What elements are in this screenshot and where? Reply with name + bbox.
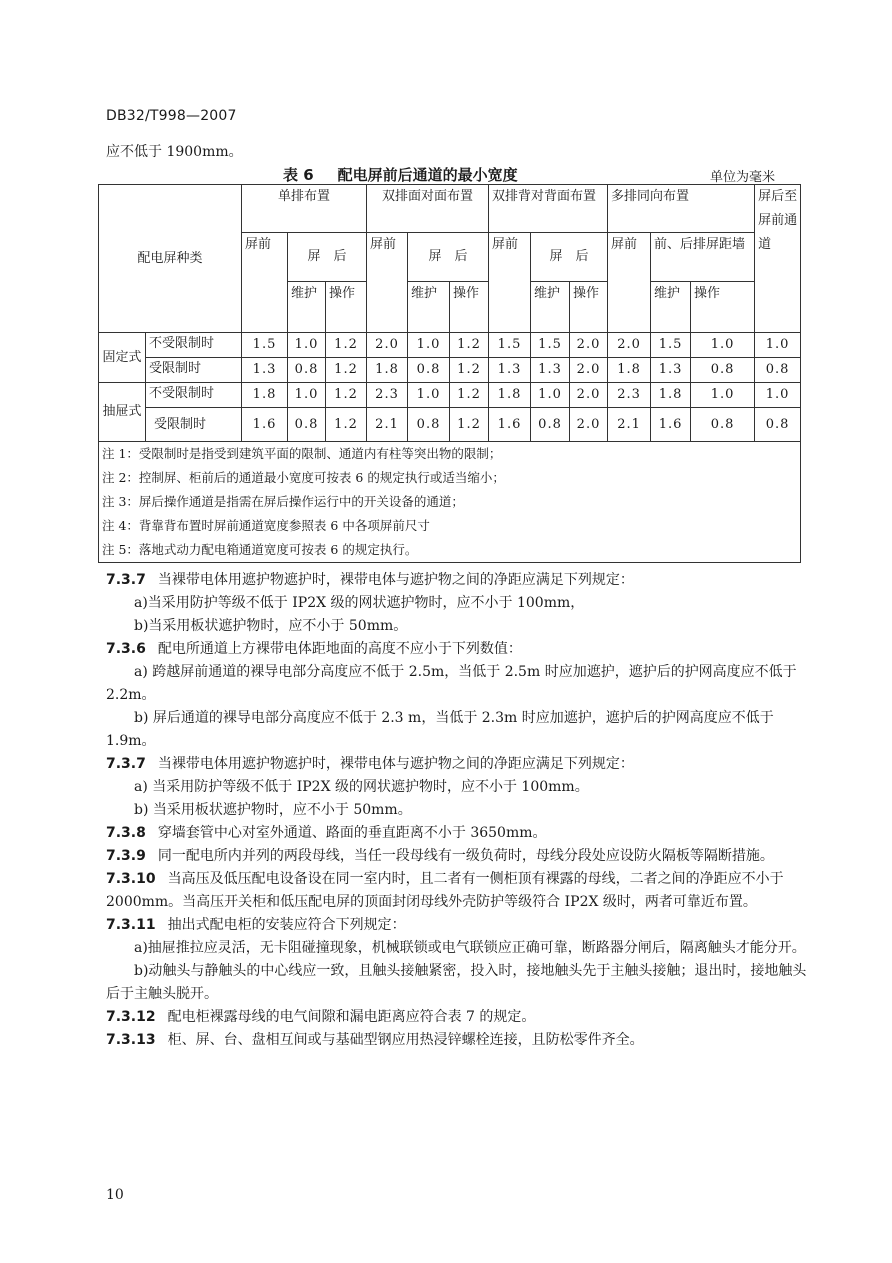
header-face-to-face: 双排面对面布置: [367, 185, 489, 233]
table-cell: 1.8: [242, 383, 288, 408]
clause-number: 7.3.7: [106, 756, 146, 772]
table-cell: 0.8: [691, 408, 755, 442]
table-cell: 0.8: [288, 358, 326, 383]
header-maintenance: 维护: [651, 282, 691, 333]
clause: [106, 569, 808, 592]
document-code: DB32/T998—2007: [106, 108, 237, 124]
table-cell: 2.0: [608, 333, 651, 358]
table-note: 注 3：屏后操作通道是指需在屏后操作运行中的开关设备的通道；: [99, 490, 801, 514]
table-cell: 1.5: [489, 333, 531, 358]
table-cell: 1.5: [651, 333, 691, 358]
table-cell: 1.2: [326, 358, 367, 383]
clause-item: b) 屏后通道的裸导电部分高度应不低于 2.3 m，当低于 2.3m 时应加遮护，遮护后的护网高度应不低于 1.9m。: [106, 710, 774, 749]
clause-text: 配电柜裸露母线的电气间隙和漏电距离应符合表 7 的规定。: [167, 1009, 536, 1025]
clause-text: 配电所通道上方裸带电体距地面的高度不应小于下列数值：: [157, 641, 522, 657]
clause-item: b) 当采用板状遮护物时，应不小于 50mm。: [134, 802, 412, 818]
table-cell: 1.2: [450, 358, 489, 383]
table-note: 注 2：控制屏、柜前后的通道最小宽度可按表 6 的规定执行或适当缩小；: [99, 466, 801, 490]
clause-item: a)当采用防护等级不低于 IP2X 级的网状遮护物时，应不小于 100mm，: [134, 595, 585, 611]
table-note: 注 5：落地式动力配电箱通道宽度可按表 6 的规定执行。: [99, 538, 801, 563]
clause-text: 穿墙套管中心对室外通道、路面的垂直距离不小于 3650mm。: [157, 825, 547, 841]
header-panel-type: 配电屏种类: [99, 185, 242, 333]
table-cell: 2.0: [570, 333, 608, 358]
table-cell: 1.6: [489, 408, 531, 442]
row-group-fixed: 固定式: [99, 333, 146, 383]
table-cell: 1.2: [450, 408, 489, 442]
table-title: 配电屏前后通道的最小宽度: [337, 166, 518, 184]
table-cell: 2.0: [570, 358, 608, 383]
header-maintenance: 维护: [408, 282, 450, 333]
clause: [106, 753, 808, 776]
clause-number: 7.3.13: [106, 1032, 156, 1048]
table-cell: 0.8: [691, 358, 755, 383]
clause-number: 7.3.9: [106, 848, 146, 864]
clause: [106, 638, 808, 661]
table-cell: 1.6: [651, 408, 691, 442]
table-cell: 2.3: [608, 383, 651, 408]
header-rear: 屏 后: [408, 233, 489, 282]
table-cell: 1.8: [608, 358, 651, 383]
table-cell: 1.6: [242, 408, 288, 442]
clause: [106, 868, 808, 914]
table-cell: 1.3: [531, 358, 570, 383]
table-cell: 1.0: [755, 383, 801, 408]
table-cell: 1.2: [326, 408, 367, 442]
table-cell: 1.8: [651, 383, 691, 408]
table-cell: 1.5: [531, 333, 570, 358]
table-caption: [283, 164, 518, 185]
clause-number: 7.3.6: [106, 641, 146, 657]
table-cell: 1.3: [242, 358, 288, 383]
table-cell: 1.0: [288, 333, 326, 358]
table-cell: 0.8: [288, 408, 326, 442]
header-multi-row: 多排同向布置: [608, 185, 755, 233]
clause-text: 当高压及低压配电设备设在同一室内时，且二者有一侧柜顶有裸露的母线，二者之间的净距应不小于 2000mm。当高压开关柜和低压配电屏的顶面封闭母线外壳防护等级符合 IP2X 级时，两者可靠近布置。: [106, 871, 784, 910]
row-condition: 受限制时: [146, 358, 242, 383]
table-cell: 1.2: [326, 383, 367, 408]
row-condition: 不受限制时: [146, 383, 242, 408]
table-cell: 2.0: [570, 383, 608, 408]
clause-number: 7.3.10: [106, 871, 156, 887]
table-cell: 1.2: [450, 333, 489, 358]
clause: [106, 914, 808, 937]
clause-text: 当裸带电体用遮护物遮护时，裸带电体与遮护物之间的净距应满足下列规定：: [157, 572, 634, 588]
clause-text: 当裸带电体用遮护物遮护时，裸带电体与遮护物之间的净距应满足下列规定：: [157, 756, 634, 772]
header-front: 屏前: [242, 233, 288, 333]
page-number: 10: [106, 1187, 124, 1203]
row-condition: 不受限制时: [146, 333, 242, 358]
table-cell: 1.8: [367, 358, 408, 383]
clause-item: a)抽屉推拉应灵活，无卡阻碰撞现象，机械联锁或电气联锁应正确可靠，断路器分闸后，隔离触头才能分开。: [134, 940, 806, 956]
clause-item: b)动触头与静触头的中心线应一致，且触头接触紧密，投入时，接地触头先于主触头接触；退出时，接地触头后于主触头脱开。: [106, 963, 807, 1002]
clause: [106, 1006, 808, 1029]
clause-number: 7.3.7: [106, 572, 146, 588]
table-note: 注 4：背靠背布置时屏前通道宽度参照表 6 中各项屏前尺寸: [99, 514, 801, 538]
table-cell: 1.0: [755, 333, 801, 358]
row-condition: 受限制时: [146, 408, 242, 442]
clause-number: 7.3.12: [106, 1009, 156, 1025]
header-maintenance: 维护: [288, 282, 326, 333]
table-cell: 0.8: [408, 408, 450, 442]
table-cell: 1.0: [408, 383, 450, 408]
table-cell: 1.0: [691, 333, 755, 358]
clause-item: a) 当采用防护等级不低于 IP2X 级的网状遮护物时，应不小于 100mm。: [134, 779, 589, 795]
header-single-row: 单排布置: [242, 185, 367, 233]
table-cell: 0.8: [755, 358, 801, 383]
clause: [106, 822, 808, 845]
clause: [106, 845, 808, 868]
table-cell: 1.3: [489, 358, 531, 383]
header-operation: 操作: [691, 282, 755, 333]
header-operation: 操作: [450, 282, 489, 333]
table-cell: 1.0: [691, 383, 755, 408]
clause-item: b)当采用板状遮护物时，应不小于 50mm。: [134, 618, 408, 634]
table-unit: 单位为毫米: [710, 170, 776, 185]
table-cell: 1.0: [288, 383, 326, 408]
intro-line: 应不低于 1900mm。: [106, 144, 243, 160]
header-rear-to-wall: 屏后至屏前通道: [755, 185, 801, 333]
row-group-drawer: 抽屉式: [99, 383, 146, 442]
table-cell: 1.8: [489, 383, 531, 408]
header-between-rows: 前、后排屏距墙: [651, 233, 755, 282]
header-operation: 操作: [570, 282, 608, 333]
table-cell: 0.8: [531, 408, 570, 442]
header-rear: 屏 后: [288, 233, 367, 282]
table-cell: 1.0: [408, 333, 450, 358]
table-note: 注 1：受限制时是指受到建筑平面的限制、通道内有柱等突出物的限制；: [99, 442, 801, 467]
header-rear: 屏 后: [531, 233, 608, 282]
clause-number: 7.3.8: [106, 825, 146, 841]
table-cell: 1.5: [242, 333, 288, 358]
header-front: 屏前: [489, 233, 531, 333]
table-cell: 0.8: [755, 408, 801, 442]
clause-body: [106, 569, 808, 1052]
table-cell: 1.2: [326, 333, 367, 358]
header-front: 屏前: [367, 233, 408, 333]
clearance-table: [98, 184, 801, 563]
table-cell: 2.1: [608, 408, 651, 442]
clause-text: 抽出式配电柜的安装应符合下列规定：: [167, 917, 406, 933]
clause-number: 7.3.11: [106, 917, 156, 933]
clause-text: 柜、屏、台、盘相互间或与基础型钢应用热浸锌螺栓连接，且防松零件齐全。: [167, 1032, 644, 1048]
table-cell: 1.3: [651, 358, 691, 383]
clause-text: 同一配电所内并列的两段母线，当任一段母线有一级负荷时，母线分段处应设防火隔板等隔断措施。: [157, 848, 774, 864]
table-cell: 2.0: [367, 333, 408, 358]
table-cell: 1.2: [450, 383, 489, 408]
table-cell: 1.0: [531, 383, 570, 408]
header-front: 屏前: [608, 233, 651, 333]
clause: [106, 1029, 808, 1052]
header-operation: 操作: [326, 282, 367, 333]
header-back-to-back: 双排背对背面布置: [489, 185, 608, 233]
clause-item: a) 跨越屏前通道的裸导电部分高度应不低于 2.5m，当低于 2.5m 时应加遮护，遮护后的护网高度应不低于 2.2m。: [106, 664, 797, 703]
table-cell: 2.0: [570, 408, 608, 442]
table-number: 表 6: [283, 166, 314, 184]
table-cell: 2.3: [367, 383, 408, 408]
table-cell: 0.8: [408, 358, 450, 383]
table-cell: 2.1: [367, 408, 408, 442]
header-maintenance: 维护: [531, 282, 570, 333]
